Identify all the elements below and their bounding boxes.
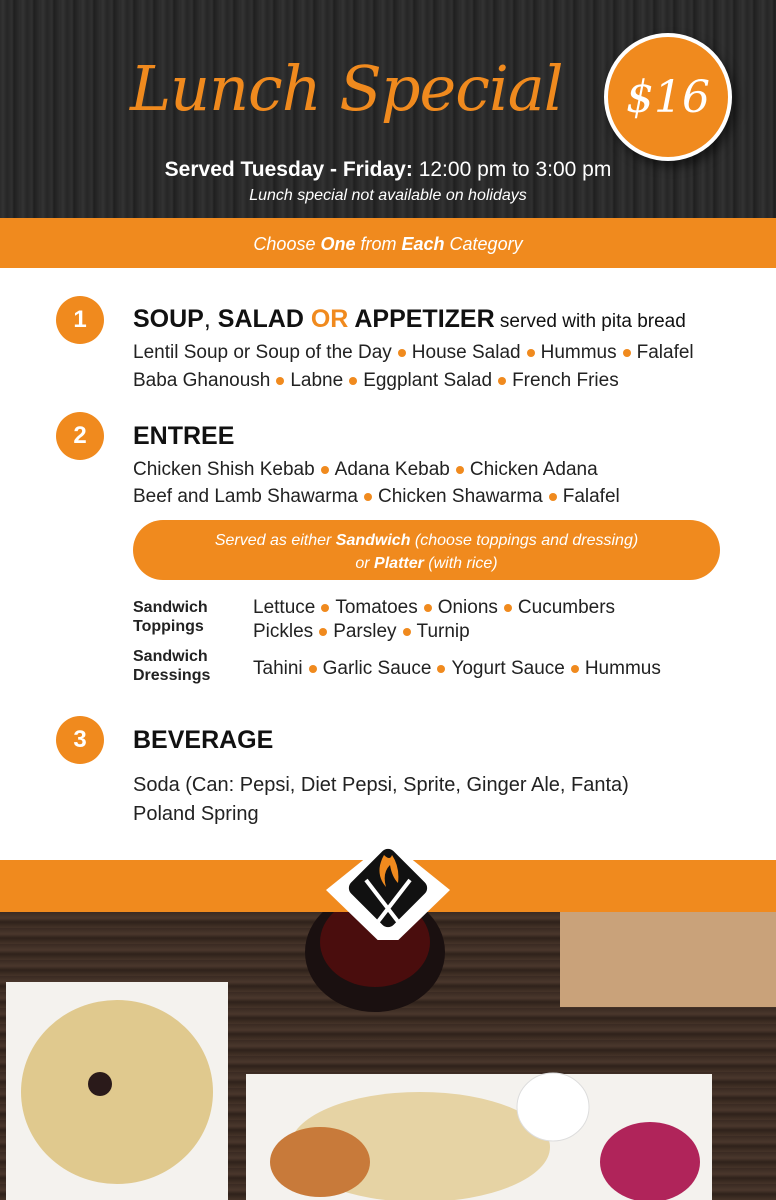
toppings-line (253, 621, 470, 643)
item-line (133, 459, 598, 481)
menu-item: Baba Ghanoush (133, 370, 271, 391)
bullet-dot (364, 493, 372, 501)
instruction-banner (0, 218, 776, 268)
menu-item: Chicken Shawarma (377, 486, 543, 507)
menu-item: Garlic Sauce (322, 658, 432, 679)
menu-item: Adana Kebab (334, 459, 450, 480)
serving-options (133, 520, 720, 580)
heading-or: OR (303, 305, 355, 333)
bullet-dot (456, 466, 464, 474)
section-number: 2 (56, 412, 104, 460)
item-line (133, 342, 694, 364)
menu-item: Poland Spring (133, 803, 259, 825)
bullet-dot (321, 466, 329, 474)
menu-item: Turnip (416, 621, 470, 642)
menu-item: Onions (437, 597, 498, 618)
bullet-dot (309, 665, 317, 673)
sauce-cup (517, 1073, 589, 1141)
label-line: Toppings (133, 618, 204, 635)
pill-text: Served as either (214, 532, 336, 549)
heading-salad: SALAD (217, 305, 304, 333)
bullet-dot (498, 377, 506, 385)
item-line (133, 486, 620, 508)
menu-item: Chicken Adana (469, 459, 598, 480)
menu-item: Chicken Shish Kebab (133, 459, 315, 480)
menu-item: French Fries (512, 370, 619, 391)
bullet-dot (403, 628, 411, 636)
toppings-line (253, 597, 615, 619)
dressings-label (133, 647, 210, 685)
holiday-note: Lunch special not available on holidays (249, 187, 527, 204)
menu-item: House Salad (411, 342, 521, 363)
toppings-label (133, 598, 208, 636)
pill-sandwich: Sandwich (335, 532, 411, 549)
served-hours (0, 158, 776, 182)
salad (600, 1122, 700, 1200)
page-title: Lunch Special (130, 52, 563, 125)
lantern (560, 912, 776, 1007)
label-line: Sandwich (133, 599, 208, 616)
olive (88, 1072, 112, 1096)
menu-item: Lettuce (253, 597, 316, 618)
menu-item: Hummus (584, 658, 661, 679)
bullet-dot (437, 665, 445, 673)
menu-item: Falafel (636, 342, 694, 363)
served-time: 12:00 pm to 3:00 pm (418, 158, 612, 181)
menu-item: Yogurt Sauce (451, 658, 565, 679)
menu-item: Beef and Lamb Shawarma (133, 486, 358, 507)
heading-suffix: served with pita bread (494, 311, 686, 332)
bullet-dot (321, 604, 329, 612)
menu-item: Tomatoes (335, 597, 418, 618)
menu-item: Eggplant Salad (363, 370, 493, 391)
bullet-dot (398, 349, 406, 357)
bullet-dot (504, 604, 512, 612)
pill-platter: Platter (374, 555, 424, 572)
section-heading: ENTREE (133, 422, 235, 450)
bullet-dot (276, 377, 284, 385)
item-line (133, 370, 619, 392)
pill-text: (choose toppings and dressing) (410, 532, 639, 549)
banner-one: One (320, 234, 356, 254)
section-heading: BEVERAGE (133, 726, 274, 754)
item-line (133, 774, 629, 797)
food-photo-illustration (0, 912, 776, 1200)
served-days: Served Tuesday - Friday: (164, 158, 413, 181)
menu-item: Hummus (540, 342, 617, 363)
restaurant-logo (326, 840, 450, 940)
kebab (270, 1127, 370, 1197)
label-line: Dressings (133, 667, 211, 684)
bullet-dot (424, 604, 432, 612)
header (0, 0, 776, 218)
menu-item: Parsley (333, 621, 397, 642)
bullet-dot (527, 349, 535, 357)
section-number: 1 (56, 296, 104, 344)
hummus (21, 1000, 213, 1184)
pill-text: or (355, 555, 375, 572)
pill-text: (with rice) (423, 555, 498, 572)
item-line (133, 803, 259, 826)
bullet-dot (623, 349, 631, 357)
banner-text: from (355, 234, 402, 254)
menu-item: Falafel (562, 486, 620, 507)
heading-soup: SOUP (133, 305, 204, 333)
section-number: 3 (56, 716, 104, 764)
menu-item: Cucumbers (517, 597, 616, 618)
bullet-dot (549, 493, 557, 501)
menu-item: Pickles (253, 621, 314, 642)
food-photo (0, 912, 776, 1200)
menu-item: Soda (Can: Pepsi, Diet Pepsi, Sprite, Ginger Ale, Fanta) (133, 774, 629, 796)
heading-comma: , (203, 305, 218, 333)
heading-appetizer: APPETIZER (354, 305, 495, 333)
menu-item: Labne (290, 370, 344, 391)
bullet-dot (349, 377, 357, 385)
bullet-dot (571, 665, 579, 673)
menu-item: Tahini (253, 658, 303, 679)
banner-each: Each (401, 234, 445, 254)
banner-text: Category (444, 234, 523, 254)
menu-item: Lentil Soup or Soup of the Day (133, 342, 392, 363)
section-heading (133, 305, 686, 334)
banner-text: Choose (253, 234, 321, 254)
price-badge: $16 (604, 33, 732, 161)
label-line: Sandwich (133, 648, 208, 665)
bullet-dot (319, 628, 327, 636)
dressings-line (253, 658, 661, 680)
